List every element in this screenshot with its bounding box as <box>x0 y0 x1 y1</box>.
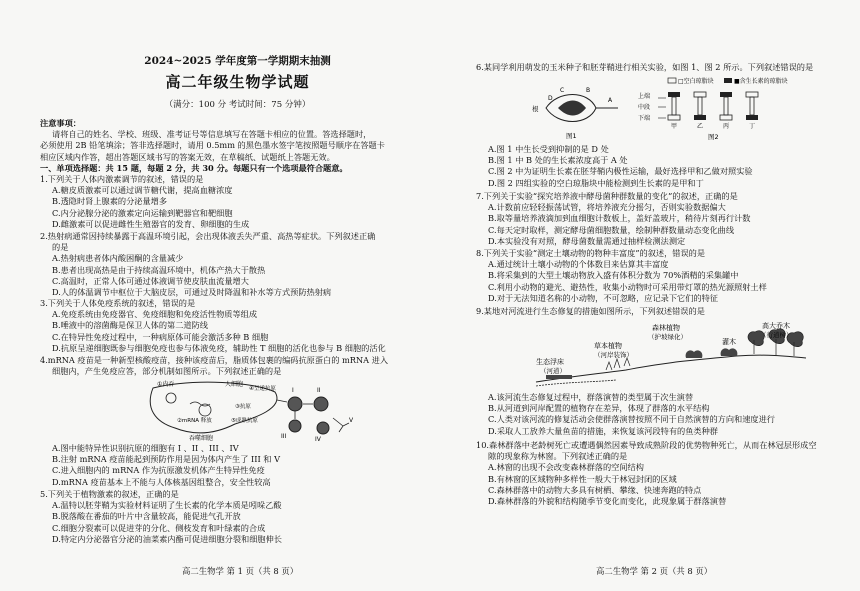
right-page <box>476 0 820 591</box>
diagram-label: （护坡绿化） <box>648 333 687 341</box>
option: D.对于无法知道名称的小动物，不可忽略，应记录下它们的特征 <box>488 292 718 303</box>
question-stem: 10.森林群落中老龄树死亡或遭遇偶然因素导致成熟阶段的优势物种死亡，从而在林冠层形成空 <box>476 440 817 450</box>
question-stem: 的是 <box>52 242 69 253</box>
diagram-label: （行道树） <box>760 331 793 339</box>
fig2-label: 中段 <box>638 104 651 111</box>
river-restoration-diagram <box>536 320 806 390</box>
option: A.图中能特异性识别抗原的细胞有 I 、II 、III 、IV <box>52 443 239 453</box>
option: C.森林群落中的动物大多具有树栖、攀缘、快速奔跑的特点 <box>488 484 702 495</box>
page-footer: 高二生物学 第 1 页（共 8 页） <box>182 566 299 576</box>
cell-ii-icon <box>314 397 328 411</box>
diagram-label: 人细胞 <box>225 381 244 388</box>
option: A.林窗的出现不会改变森林群落的空间结构 <box>488 462 644 473</box>
option: C.内分泌腺分泌的激素定向运输到靶器官和靶细胞 <box>52 207 233 218</box>
option: B.有林窗的区域物种多样性一般大于林冠封闭的区域 <box>488 473 677 484</box>
fig1-label: A <box>608 97 613 104</box>
fig2-label: 下端 <box>638 115 651 122</box>
option: C.利用小动物的避光、避热性，收集小动物时可采用带灯罩的热光源照射土样 <box>488 281 767 292</box>
liposome-icon <box>166 393 176 403</box>
option: B.脱落酸在番茄的叶片中含量较高，能促进气孔开放 <box>52 511 241 522</box>
option: C.细胞分裂素可以促进芽的分化、侧枝发育和叶绿素的合成 <box>52 522 266 533</box>
diagram-label: II <box>317 387 321 394</box>
auxin-agar-legend-icon <box>724 78 732 83</box>
notice-line: 请将自己的姓名、学校、班级、准考证号等信息填写在答题卡相应的位置。答选择题时， <box>52 129 372 140</box>
option: D.人的体温调节中枢位于大脑皮层，可通过及时降温和补水等方式预防热射病 <box>52 287 332 298</box>
question-stem: 2.热射病通常因持续暴露于高温环境引起，会出现体液丢失严重、高热等症状。下列叙述正确 <box>40 231 376 241</box>
question-stem: 8.下列关于实验“测定土壤动物的物种丰富度”的叙述，错误的是 <box>476 248 706 258</box>
option: B.取等量培养液滴加到血细胞计数板上，盖好盖玻片，稍待片刻再行计数 <box>488 213 751 224</box>
option: D.采取人工放养大量鱼苗的措施，来恢复该河段特有的鱼类种群 <box>488 425 718 436</box>
segment-ding <box>746 92 758 120</box>
option: A.计数前应轻轻振荡试管，将培养液充分摇匀，否则实验数据偏大 <box>488 202 726 213</box>
question-8 <box>476 248 820 304</box>
option: D.特定内分泌器官分泌的油菜素内酯可促进细胞分裂和细胞伸长 <box>52 533 282 544</box>
question-10 <box>476 440 820 507</box>
fig2-caption: 图2 <box>708 133 719 141</box>
question-2 <box>40 231 435 298</box>
diagram-label: ②mRNA 释放 <box>177 418 212 424</box>
option: D.抗原呈递细胞既参与细胞免疫也参与体液免疫，辅助性 T 细胞的活化也参与 B 细胞的活化 <box>52 342 386 353</box>
diagram-label: ③抗原 <box>235 404 251 410</box>
question-5 <box>40 489 435 545</box>
question-stem: 9.某地对河流进行生态修复的措施如图所示，下列叙述错误的是 <box>476 306 705 316</box>
fig1-label: C <box>560 87 565 94</box>
cell-iv-icon <box>317 422 329 434</box>
mrna-vaccine-diagram <box>135 378 365 442</box>
question-stem: 7.下列关于实验“探究培养液中酵母菌种群数量的变化”的叙述，正确的是 <box>476 191 738 201</box>
option: B.患者出现高热是由于持续高温环境中，机体产热大于散热 <box>52 264 266 275</box>
option: C.在特异性免疫过程中，一种病原体可能会激活多种 B 细胞 <box>52 331 269 342</box>
diagram-label: 生态浮床 <box>536 358 564 366</box>
antibody-icon <box>333 418 349 432</box>
question-9 <box>476 306 820 317</box>
fig1-label: 根 <box>532 105 539 113</box>
option: B.唾液中的溶菌酶是保卫人体的第二道防线 <box>52 320 208 331</box>
option: A.该河流生态修复过程中，群落演替的类型属于次生演替 <box>488 392 694 402</box>
diagram-label: 吞噬细胞 <box>189 435 214 442</box>
fig2-label: 丁 <box>749 123 756 130</box>
option: C.每天定时取样，测定酵母菌细胞数量，绘制种群数量动态变化曲线 <box>488 224 735 235</box>
section-heading: 一、单项选择题：共 15 题，每题 2 分，共 30 分。每题只有一个选项最符合题意。 <box>40 162 348 173</box>
herb-plant-icon <box>606 358 630 370</box>
diagram-label: 灌木 <box>722 338 736 346</box>
fig2-legend: □空白琼脂块 <box>678 78 714 85</box>
option: D.雌激素可以促进雌性生殖器官的发育、卵细胞的生成 <box>52 218 250 229</box>
cell-i-icon <box>288 397 302 411</box>
question-7 <box>476 191 820 247</box>
diagram-label: V <box>349 417 354 424</box>
score-info: （满分：100 分 考试时间：75 分钟） <box>164 100 311 110</box>
question-4 <box>40 355 435 377</box>
page-footer: 高二生物学 第 2 页（共 8 页） <box>596 566 713 576</box>
segment-jia <box>668 92 680 120</box>
exam-subtitle: 2024~2025 学年度第一学期期末抽测 <box>144 55 331 67</box>
question-stem: 5.下列关于植物激素的叙述，正确的是 <box>40 489 179 499</box>
segment-yi <box>694 92 706 120</box>
question-stem: 4.mRNA 疫苗是一种新型核酸疫苗，接种该疫苗后，脂质体包裹的编码抗原蛋白的 mRNA 进入 <box>40 355 389 365</box>
question-stem: 细胞内，产生免疫应答，部分机制如图所示。下列叙述正确的是 <box>52 366 282 377</box>
fig1-label: B <box>586 87 591 94</box>
option: D.图 2 四组实验的空白琼脂块中能检测到生长素的是甲和丁 <box>488 177 704 188</box>
question-6-options <box>476 144 820 189</box>
fig2-label: 丙 <box>723 123 730 130</box>
option: B.注射 mRNA 疫苗能起到预防作用是因为体内产生了 III 和 V <box>52 454 281 465</box>
arrow-icon <box>277 400 287 402</box>
option: A.温特以胚芽鞘为实验材料证明了生长素的化学本质是吲哚乙酸 <box>52 500 282 511</box>
option: C.图 2 中为证明生长素在胚芽鞘内极性运输，最好选择甲和乙做对照实验 <box>488 166 753 177</box>
diagram-label: ⑤成熟抗原 <box>231 418 258 424</box>
option: D.本实验没有对照，酵母菌数量需通过抽样检测法测定 <box>488 235 686 246</box>
option: A.通过统计土壤小动物的个体数目来估算其丰富度 <box>488 259 669 270</box>
notice-block <box>40 118 435 174</box>
option: C.进入细胞内的 mRNA 作为抗原激发机体产生特异性免疫 <box>52 465 265 476</box>
question-stem: 1.下列关于人体内激素调节的叙述，错误的是 <box>40 174 204 184</box>
option: C.人类对该河流的修复活动会使群落演替按照不同于自然演替的方向和速度进行 <box>488 414 775 425</box>
option: D.森林群落的外貌和结构随季节变化而变化，此现象属于群落演替 <box>488 496 727 507</box>
fig2-label: 甲 <box>671 123 678 130</box>
option: B.图 1 中 B 处的生长素浓度高于 A 处 <box>488 155 628 166</box>
option: A.热射病患者体内酸困酮的含量减少 <box>52 253 184 264</box>
diagram-label: 高大乔木 <box>762 322 790 330</box>
riverbank-slope <box>536 355 806 382</box>
seed-core <box>558 101 586 116</box>
diagram-label: （河岸装饰） <box>594 351 633 359</box>
diagram-label: 森林植物 <box>652 324 680 332</box>
exam-title: 高二年级生物学试题 <box>165 73 310 91</box>
option: B.透隐时肾上腺素的分泌量增多 <box>52 196 168 207</box>
left-page <box>40 0 435 591</box>
question-6 <box>476 62 820 73</box>
question-stem: 隙的现象称为林窗。下列叙述正确的是 <box>488 451 628 462</box>
segment-bing <box>720 92 732 120</box>
option: B.从河道到河岸配置的植物存在差异，体现了群落的水平结构 <box>488 403 710 414</box>
diagram-label: I <box>292 387 294 394</box>
option: C.高温时，正常人体可通过体液调节使皮肤血流量增大 <box>52 275 249 286</box>
notice-line: 必须使用 2B 铅笔填涂；答非选择题时，请用 0.5mm 的黑色墨水签字笔按照题号顺序在答题卡 <box>40 140 385 151</box>
fig2-legend: ■含生长素的琼脂块 <box>734 78 788 85</box>
diagram-label: ①内吞 <box>157 381 175 388</box>
floating-bed-icon <box>546 375 572 379</box>
option: A.免疫系统由免疫器官、免疫细胞和免疫活性物质等组成 <box>52 309 258 320</box>
fig1-caption: 图1 <box>566 132 577 140</box>
notice-heading: 注意事项： <box>40 118 81 128</box>
option: A.图 1 中生长受到抑制的是 D 处 <box>488 144 609 154</box>
blank-agar-legend-icon <box>668 78 676 83</box>
question-3 <box>40 298 435 354</box>
diagram-label: ④呈递抗原 <box>249 386 276 392</box>
question-1 <box>40 174 435 230</box>
question-9-options <box>476 392 820 437</box>
corn-seedling-diagram <box>528 76 788 142</box>
notice-line: 相应区域内作答，超出答题区域书写的答案无效，在草稿纸、试题纸上答题无效。 <box>40 151 335 162</box>
water-line <box>536 380 616 386</box>
option: B.将采集到的大型土壤动物放入盛有体积分数为 70%酒精的采集罐中 <box>488 270 739 281</box>
fig2-label: 乙 <box>697 123 704 130</box>
option: D.mRNA 疫苗基本上不能与人体核基因组整合，安全性较高 <box>52 476 271 487</box>
diagram-label: IV <box>315 436 321 443</box>
question-4-options <box>40 443 435 488</box>
fig2-label: 上端 <box>638 93 651 100</box>
diagram-label: III <box>281 433 287 440</box>
question-stem: 6.某同学利用萌发的玉米种子和胚芽鞘进行相关实验，如图 1、图 2 所示。下列叙述错误的是 <box>476 62 814 72</box>
fig1-label: D <box>548 95 553 102</box>
diagram-label: 草本植物 <box>594 342 622 350</box>
diagram-label: （河道） <box>540 367 566 375</box>
option: A.糖皮质激素可以通过调节糖代谢，提高血糖浓度 <box>52 185 233 196</box>
cell-iii-icon <box>289 420 301 432</box>
question-stem: 3.下列关于人体免疫系统的叙述，错误的是 <box>40 298 196 308</box>
